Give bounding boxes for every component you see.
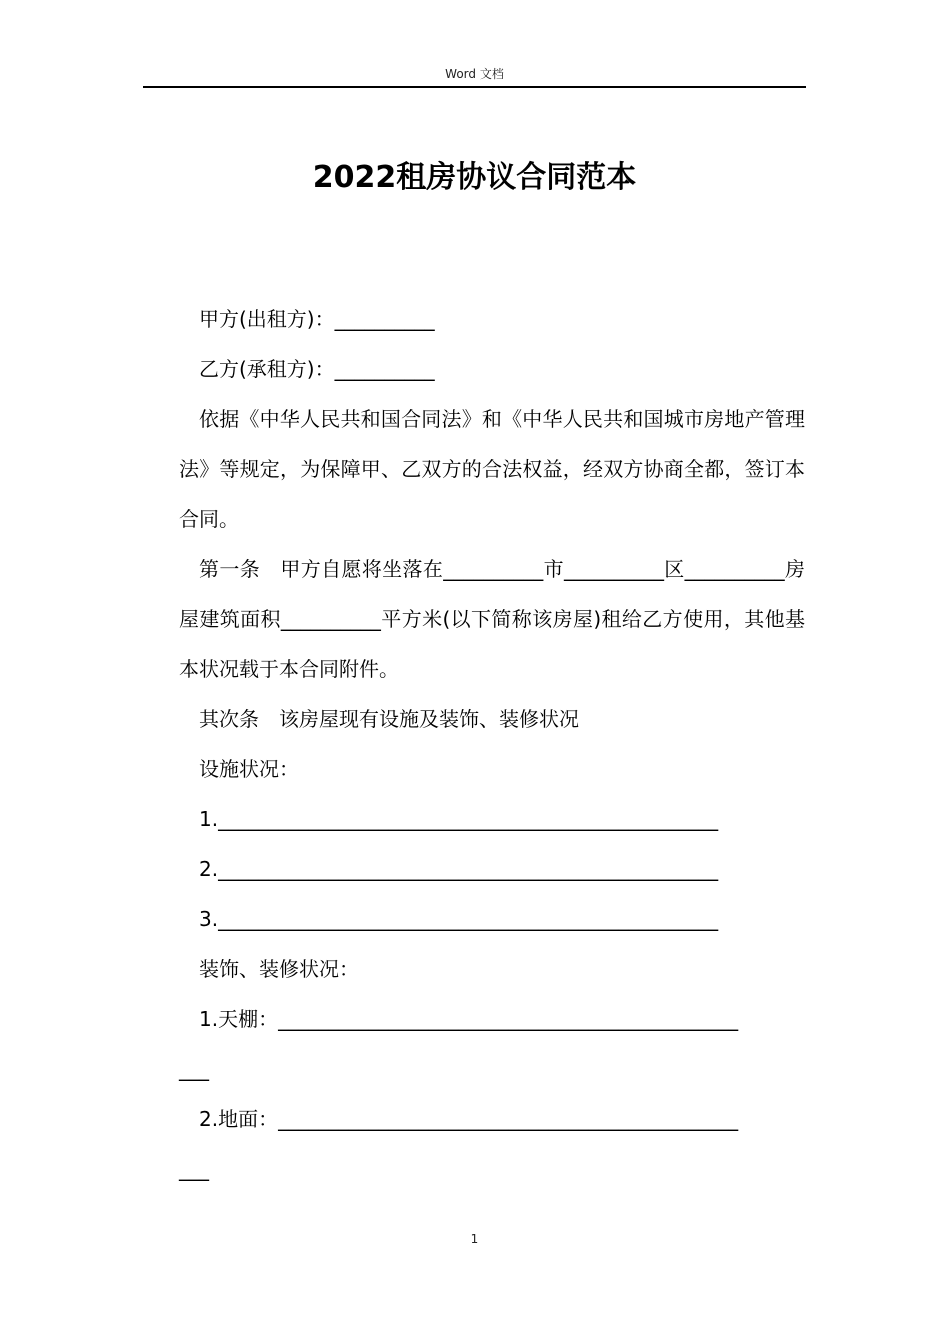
page-header: Word 文档 bbox=[445, 67, 504, 81]
preamble-paragraph: 依据《中华人民共和国合同法》和《中华人民共和国城市房地产管理法》等规定，为保障甲、乙双方的合法权益，经双方协商全都，签订本合同。 bbox=[179, 407, 805, 531]
header-divider bbox=[143, 86, 806, 88]
party-b-line: 乙方(承租方)：__________ bbox=[199, 357, 435, 381]
article-one-paragraph: 第一条 甲方自愿将坐落在__________市__________区__________房屋建筑面积__________平方米(以下简称该房屋)租给乙方使用，其他基本状况载于本合同附件。 bbox=[179, 557, 805, 681]
facilities-heading: 设施状况： bbox=[199, 757, 299, 781]
page-number: 1 bbox=[470, 1232, 479, 1246]
document-title: 2022租房协议合同范本 bbox=[312, 160, 637, 195]
floor-item-continuation: ___ bbox=[179, 1157, 209, 1181]
document-body bbox=[179, 294, 805, 1194]
ceiling-item: 1.天棚：______________________________________________ bbox=[199, 1007, 739, 1031]
decoration-heading: 装饰、装修状况： bbox=[199, 957, 359, 981]
ceiling-item-continuation: ___ bbox=[179, 1057, 209, 1081]
party-a-line: 甲方(出租方)：__________ bbox=[199, 307, 435, 331]
article-two-heading: 其次条 该房屋现有设施及装饰、装修状况 bbox=[199, 707, 579, 731]
facility-item-1: 1.__________________________________________________ bbox=[199, 807, 719, 831]
facility-item-3: 3.__________________________________________________ bbox=[199, 907, 719, 931]
floor-item: 2.地面：______________________________________________ bbox=[199, 1107, 739, 1131]
facility-item-2: 2.__________________________________________________ bbox=[199, 857, 719, 881]
